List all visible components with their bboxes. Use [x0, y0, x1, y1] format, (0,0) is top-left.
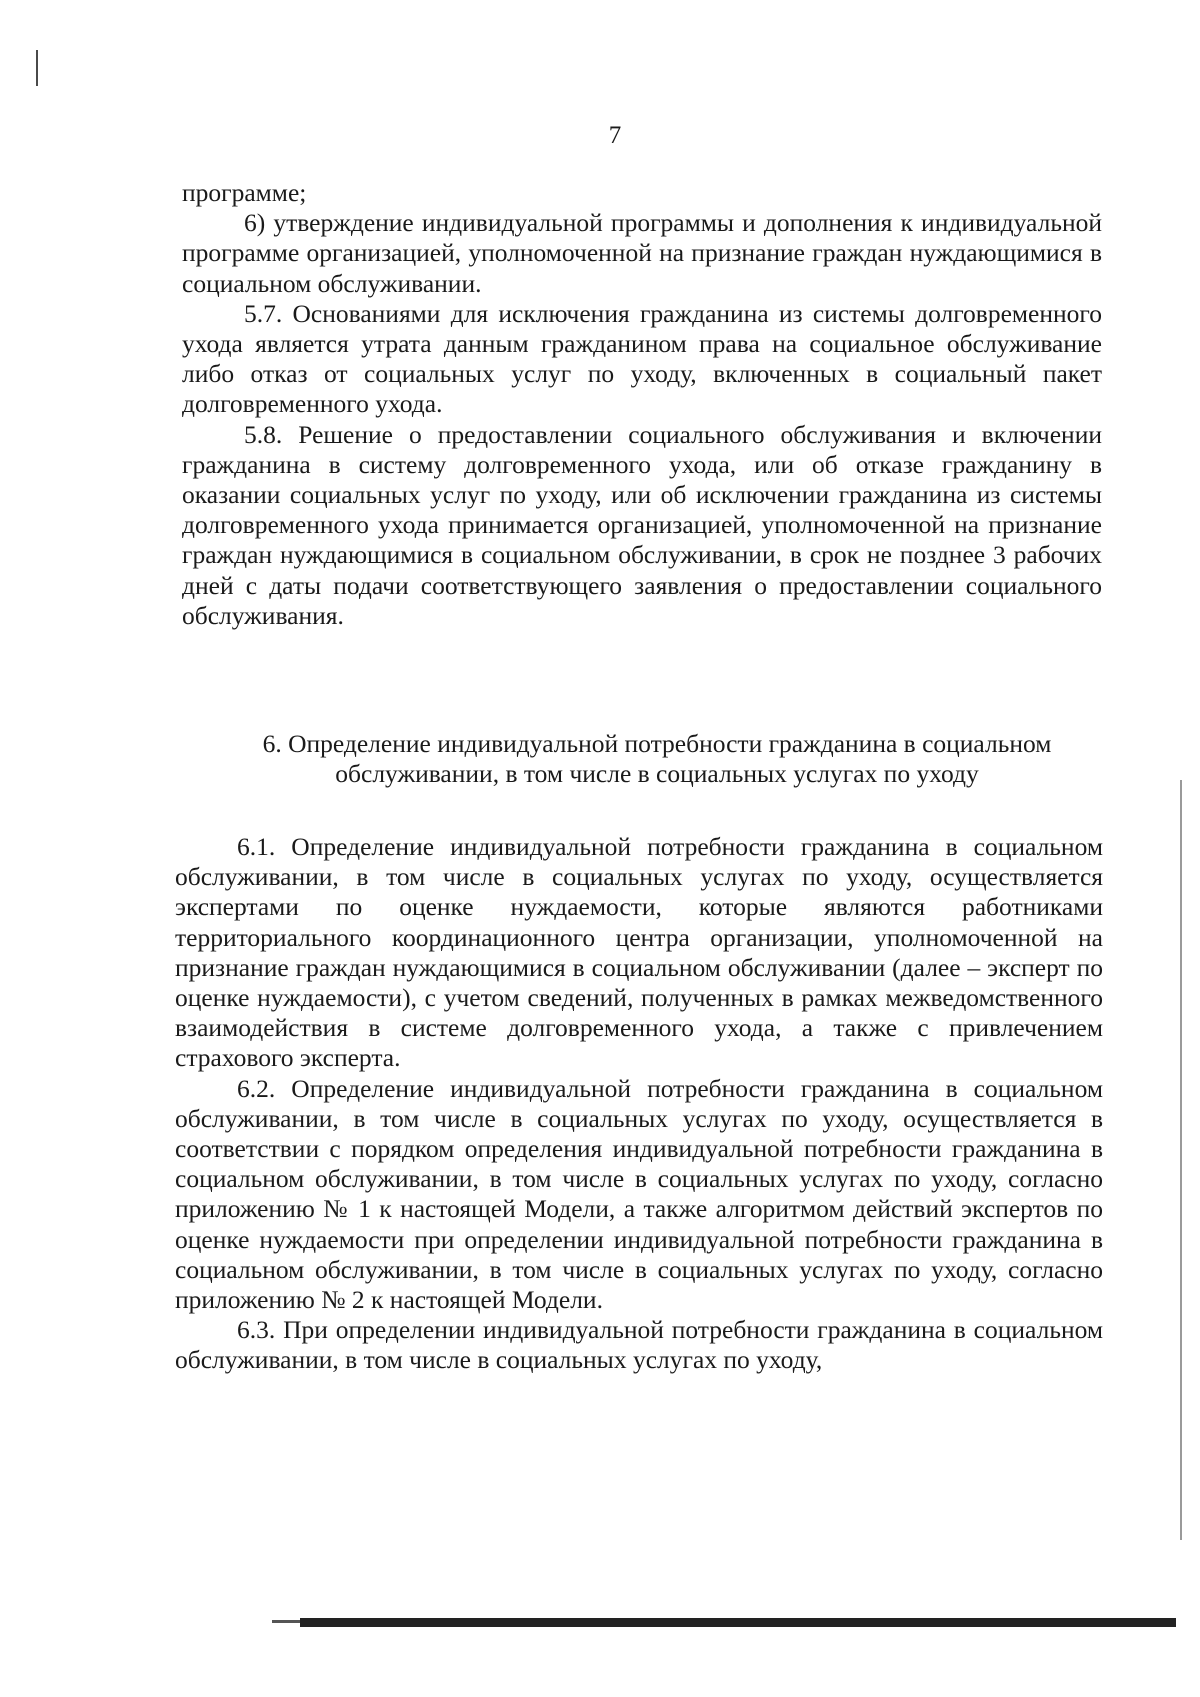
section-6-heading: [182, 729, 1102, 789]
text-block-section5: [182, 178, 1102, 631]
paragraph-5-8: 5.8. Решение о предоставлении социального обслуживания и включении гражданина в систему долговременного ухода, или об отказе гражданину в оказании социальных услуг по уходу, или об исключении гражданина из системы долговременного ухода принимается организацией, уполномоченной на признание граждан нуждающимися в социальном обслуживании, в срок не позднее 3 рабочих дней с даты подачи соответствующего заявления о предоставлении социального обслуживания.: [182, 419, 1102, 630]
paragraph-continuation: программе;: [182, 178, 307, 207]
text-block-section6: [175, 832, 1103, 1376]
scan-artifact-line: [272, 1620, 302, 1623]
paragraph-6-3: 6.3. При определении индивидуальной потребности гражданина в социальном обслуживании, в том числе в социальных услугах по уходу,: [175, 1315, 1103, 1375]
paragraph-item-6: 6) утверждение индивидуальной программы и дополнения к индивидуальной программе организацией, уполномоченной на признание граждан нуждающимися в социальном обслуживании.: [182, 208, 1102, 298]
paragraph-6-2: 6.2. Определение индивидуальной потребности гражданина в социальном обслуживании, в том числе в социальных услугах по уходу, осуществляется в соответствии с порядком определения индивидуальной потребности гражданина в социальном обслуживании, в том числе в социальных услугах по уходу, согласно приложению № 1 к настоящей Модели, а также алгоритмом действий экспертов по оценке нуждаемости при определении индивидуальной потребности гражданина в социальном обслуживании, в том числе в социальных услугах по уходу, согласно приложению № 2 к настоящей Модели.: [175, 1073, 1103, 1315]
scan-margin-mark: [36, 50, 38, 86]
scan-edge-line: [1180, 780, 1182, 1540]
section-6-heading-line1: 6. Определение индивидуальной потребности гражданина в социальном: [262, 729, 1052, 758]
paragraph-6-1: 6.1. Определение индивидуальной потребности гражданина в социальном обслуживании, в том числе в социальных услугах по уходу, осуществляется экспертами по оценке нуждаемости, которые являются работниками территориального координационного центра организации, уполномоченной на признание граждан нуждающимися в социальном обслуживании (далее – эксперт по оценке нуждаемости), с учетом сведений, полученных в рамках межведомственного взаимодействия в системе долговременного ухода, а также с привлечением страхового эксперта.: [175, 832, 1103, 1073]
page-number: 7: [608, 122, 622, 149]
section-6-heading-line2: обслуживании, в том числе в социальных услугах по уходу: [335, 759, 979, 789]
paragraph-5-7: 5.7. Основаниями для исключения гражданина из системы долговременного ухода является утрата данным гражданином права на социальное обслуживание либо отказ от социальных услуг по уходу, включенных в социальный пакет долговременного ухода.: [182, 298, 1102, 419]
scan-bottom-bar: [300, 1618, 1176, 1627]
